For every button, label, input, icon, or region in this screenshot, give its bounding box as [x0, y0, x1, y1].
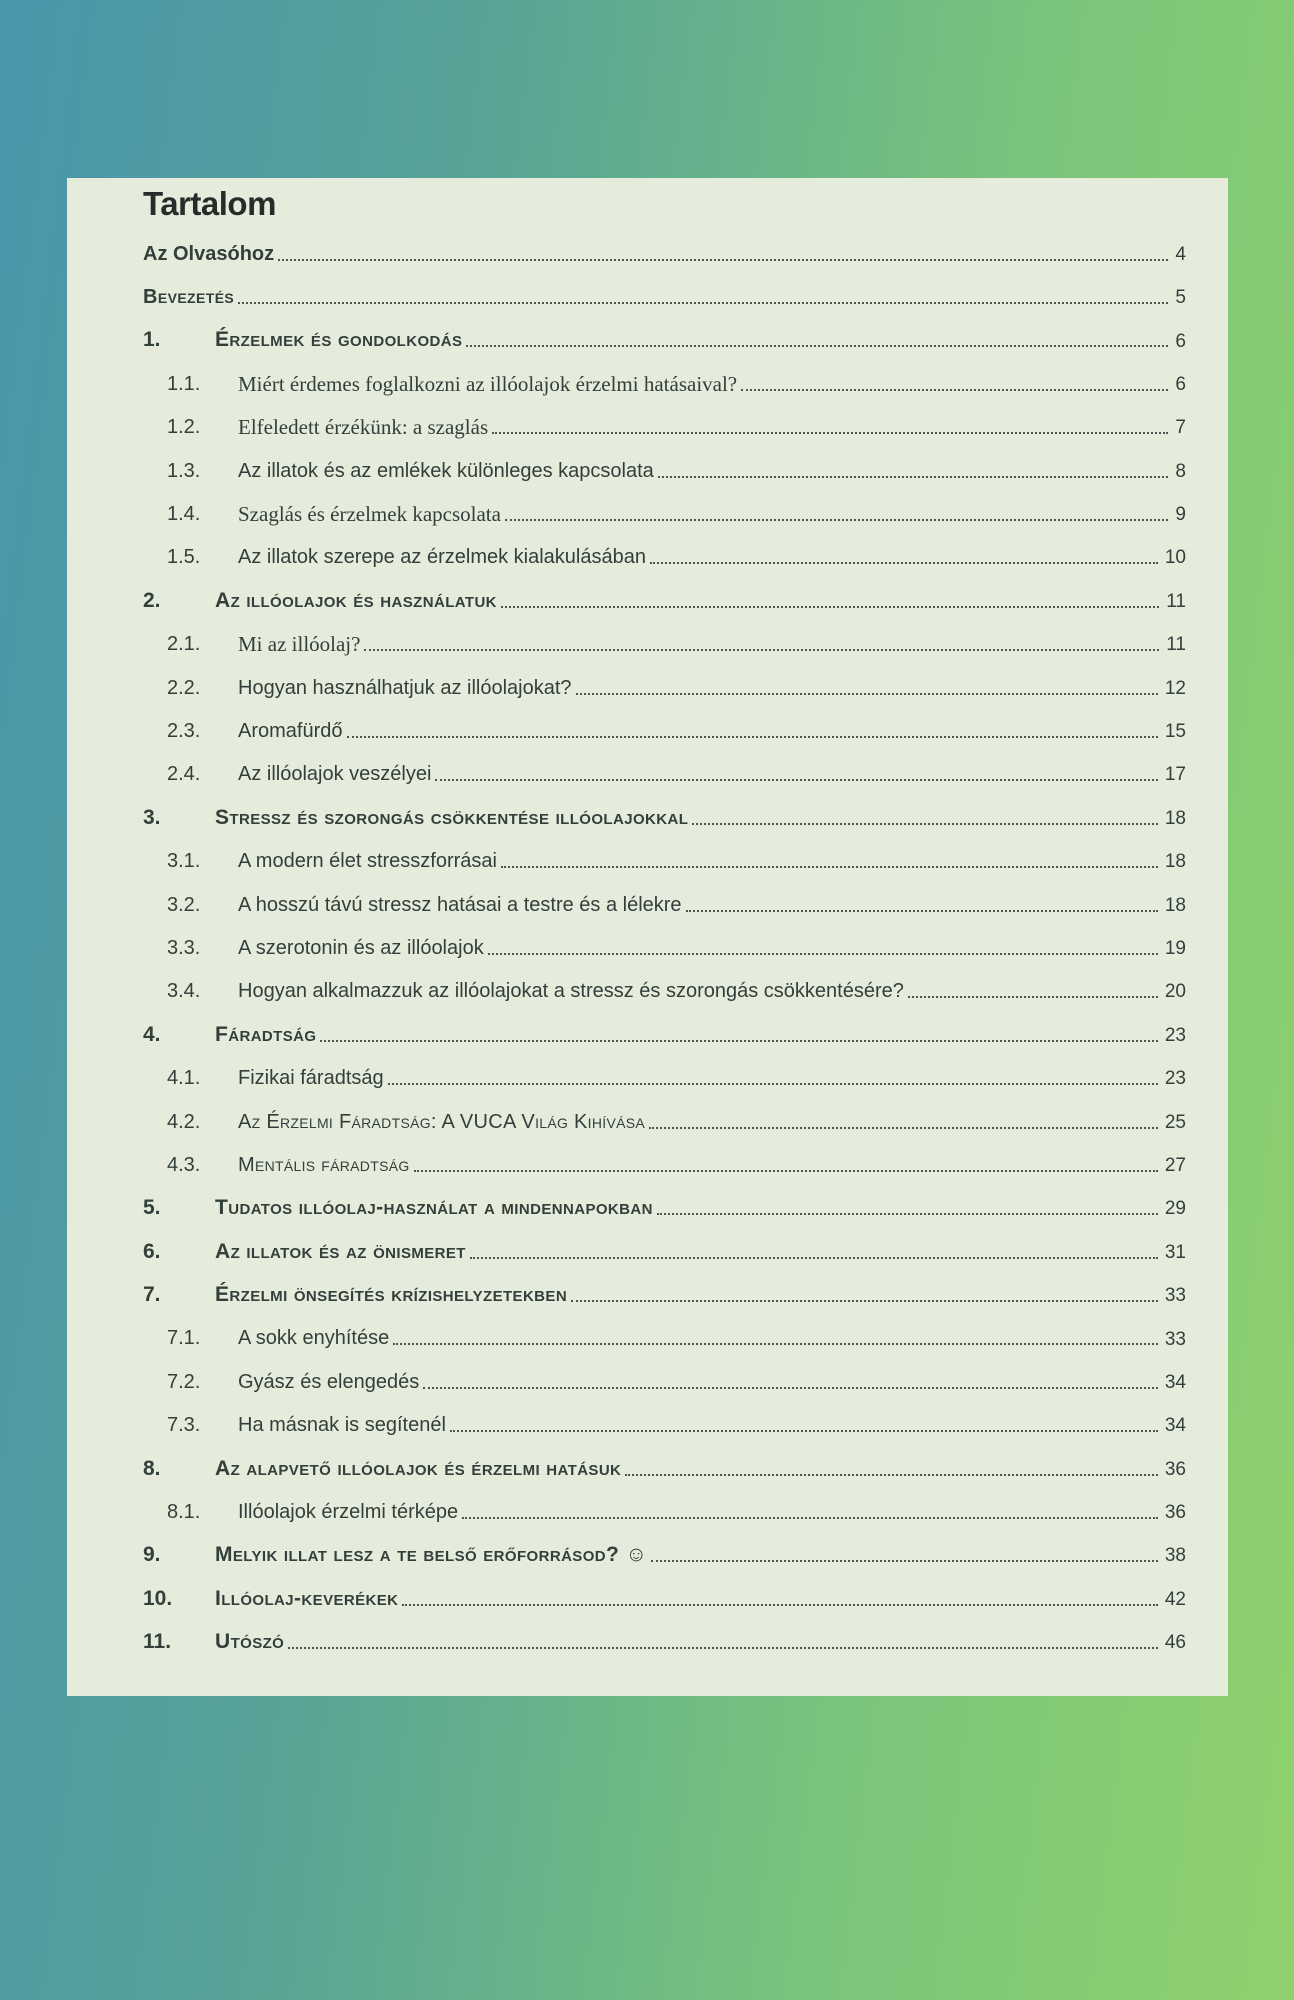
toc-entry-page-number: 34 — [1164, 1371, 1186, 1393]
toc-entry-number: 1. — [143, 328, 161, 352]
toc-entry[interactable] — [143, 274, 1186, 317]
dot-leader-line — [576, 693, 1158, 695]
document-page — [67, 178, 1228, 1696]
toc-entry-label: Az illóolajok veszélyei — [238, 763, 432, 786]
toc-entry-page-number: 38 — [1164, 1545, 1186, 1567]
toc-entry-label: Szaglás és érzelmek kapcsolata — [238, 501, 501, 526]
toc-entry-page-number: 18 — [1164, 851, 1186, 873]
toc-entry[interactable] — [143, 751, 1186, 794]
dot-leader-line — [741, 389, 1168, 391]
toc-entry[interactable] — [143, 1011, 1186, 1054]
toc-entry-page-number: 17 — [1164, 764, 1186, 786]
toc-entry-page-number: 19 — [1164, 938, 1186, 959]
toc-entry-number: 8. — [143, 1456, 161, 1480]
toc-entry[interactable] — [143, 621, 1186, 664]
toc-entry-number: 2.1. — [167, 633, 201, 656]
dot-leader-line — [657, 1213, 1158, 1215]
toc-entry-number: 2.2. — [167, 676, 201, 699]
toc-entry[interactable] — [143, 1315, 1186, 1358]
dot-leader-line — [908, 996, 1158, 998]
toc-entry[interactable] — [143, 1142, 1186, 1185]
toc-entry-number: 7.2. — [167, 1370, 201, 1393]
toc-entry[interactable] — [143, 404, 1186, 447]
toc-entry-number: 3. — [143, 805, 161, 829]
toc-entry-page-number: 4 — [1175, 243, 1186, 265]
toc-entry-number: 1.2. — [167, 416, 201, 439]
toc-entry[interactable] — [143, 1575, 1186, 1618]
toc-entry[interactable] — [143, 881, 1186, 924]
toc-entry[interactable] — [143, 1532, 1186, 1575]
toc-entry-page-number: 23 — [1164, 1024, 1186, 1046]
toc-entry[interactable] — [143, 317, 1186, 360]
toc-entry[interactable] — [143, 534, 1186, 577]
toc-entry-number: 11. — [143, 1630, 172, 1654]
toc-entry-page-number: 33 — [1164, 1328, 1186, 1350]
toc-entry-number: 7.1. — [167, 1327, 201, 1350]
toc-entry-label: Stressz és szorongás csökkentése illóolajokkal — [215, 805, 689, 829]
toc-entry-page-number: 10 — [1164, 547, 1186, 569]
dot-leader-line — [288, 1647, 1158, 1649]
dot-leader-line — [470, 1257, 1158, 1259]
toc-entry-number: 7. — [143, 1283, 161, 1307]
toc-entry-label: A szerotonin és az illóolajok — [238, 936, 484, 959]
dot-leader-line — [347, 736, 1158, 738]
toc-entry-label: Miért érdemes foglalkozni az illóolajok érzelmi hatásaival? — [238, 371, 738, 396]
toc-entry-label: Érzelmek és gondolkodás — [215, 328, 463, 352]
dot-leader-line — [402, 1604, 1157, 1606]
toc-entry-page-number: 8 — [1175, 460, 1186, 482]
toc-entry-label: Illóolaj-keverékek — [215, 1586, 399, 1610]
toc-entry[interactable] — [143, 447, 1186, 490]
toc-entry-label: Fizikai fáradtság — [238, 1067, 384, 1090]
dot-leader-line — [625, 1474, 1158, 1476]
toc-entry[interactable] — [143, 360, 1186, 403]
toc-entry-number: 3.4. — [167, 980, 201, 1003]
toc-entry-label: Mentális fáradtság — [238, 1153, 410, 1176]
dot-leader-line — [320, 1040, 1157, 1042]
dot-leader-line — [658, 476, 1169, 478]
toc-entry[interactable] — [143, 968, 1186, 1011]
toc-entry-number: 5. — [143, 1196, 161, 1220]
toc-entry-label: Gyász és elengedés — [238, 1370, 420, 1393]
toc-entry-number: 1.3. — [167, 459, 201, 482]
toc-entry-number: 2. — [143, 588, 161, 612]
dot-leader-line — [393, 1343, 1158, 1345]
toc-entry-label: Aromafürdő — [238, 719, 343, 742]
toc-entry-page-number: 33 — [1164, 1285, 1186, 1307]
toc-entry[interactable] — [143, 1228, 1186, 1271]
dot-leader-line — [571, 1300, 1158, 1302]
toc-entry-page-number: 31 — [1164, 1241, 1186, 1263]
toc-entry-number: 10. — [143, 1586, 173, 1610]
toc-entry-page-number: 15 — [1164, 721, 1186, 743]
toc-entry-label: Utószó — [215, 1630, 285, 1654]
toc-entry-label: Illóolajok érzelmi térképe — [238, 1501, 459, 1524]
toc-entry-page-number: 25 — [1164, 1111, 1186, 1133]
toc-entry-number: 8.1. — [167, 1501, 201, 1524]
toc-entry-label: Fáradtság — [215, 1022, 317, 1046]
toc-entry-page-number: 11 — [1166, 634, 1186, 656]
toc-entry-page-number: 11 — [1166, 590, 1186, 612]
toc-entry[interactable] — [143, 1272, 1186, 1315]
toc-entry-label: Az illatok és az önismeret — [215, 1239, 466, 1263]
toc-entry-page-number: 18 — [1164, 894, 1186, 916]
toc-entry-label: Hogyan alkalmazzuk az illóolajokat a stressz és szorongás csökkentésére? — [238, 980, 904, 1003]
toc-entry-label: Ha másnak is segítenél — [238, 1414, 446, 1437]
toc-entry[interactable] — [143, 838, 1186, 881]
toc-entry-page-number: 46 — [1164, 1632, 1186, 1654]
toc-entry-page-number: 20 — [1164, 981, 1186, 1003]
toc-entry-number: 1.5. — [167, 546, 201, 569]
toc-entry-number: 6. — [143, 1239, 161, 1263]
toc-entry-number: 4.3. — [167, 1153, 201, 1176]
dot-leader-line — [501, 866, 1158, 868]
dot-leader-line — [501, 606, 1159, 608]
dot-leader-line — [414, 1170, 1158, 1172]
toc-entry-label: Elfeledett érzékünk: a szaglás — [238, 415, 489, 440]
toc-entry[interactable] — [143, 1445, 1186, 1488]
dot-leader-line — [462, 1517, 1158, 1519]
dot-leader-line — [278, 259, 1168, 261]
toc-entry-page-number: 23 — [1164, 1068, 1186, 1090]
dot-leader-line — [238, 302, 1168, 304]
toc-entry[interactable] — [143, 1402, 1186, 1445]
toc-entry-page-number: 12 — [1164, 677, 1186, 699]
toc-entry-page-number: 5 — [1175, 287, 1186, 309]
toc-entry-number: 1.4. — [167, 503, 201, 526]
toc-entry-page-number: 34 — [1164, 1415, 1186, 1437]
toc-entry[interactable] — [143, 491, 1186, 534]
toc-entry-page-number: 7 — [1175, 417, 1186, 439]
dot-leader-line — [435, 779, 1157, 781]
toc-entry-page-number: 9 — [1175, 504, 1186, 526]
toc-entry-label: Tudatos illóolaj-használat a mindennapokban — [215, 1196, 653, 1220]
toc-entry-page-number: 27 — [1164, 1154, 1186, 1176]
dot-leader-line — [488, 953, 1158, 955]
toc-entry-label: A hosszú távú stressz hatásai a testre és a lélekre — [238, 893, 682, 916]
dot-leader-line — [364, 649, 1159, 651]
dot-leader-line — [686, 910, 1158, 912]
toc-entry-number: 2.4. — [167, 763, 201, 786]
dot-leader-line — [492, 432, 1168, 434]
toc-entry-label: Az illatok szerepe az érzelmek kialakulásában — [238, 546, 646, 569]
toc-entry-page-number: 36 — [1164, 1502, 1186, 1524]
toc-entry-label: Az Olvasóhoz — [143, 242, 275, 265]
dot-leader-line — [692, 823, 1158, 825]
toc-entry-label: Az illatok és az emlékek különleges kapcsolata — [238, 459, 654, 482]
toc-entry[interactable] — [143, 1489, 1186, 1532]
page-title: Tartalom — [143, 185, 276, 222]
toc-entry-number: 3.2. — [167, 893, 201, 916]
toc-entry-number: 1.1. — [167, 372, 201, 395]
toc-entry-label: Az Érzelmi Fáradtság: A VUCA Világ Kihívása — [238, 1110, 646, 1133]
toc-entry-number: 4. — [143, 1022, 161, 1046]
table-of-contents — [143, 230, 1186, 1662]
toc-entry-number: 3.1. — [167, 850, 201, 873]
toc-entry[interactable] — [143, 577, 1186, 620]
toc-entry-label: A modern élet stresszforrásai — [238, 850, 497, 873]
toc-entry[interactable] — [143, 230, 1186, 273]
toc-entry[interactable] — [143, 664, 1186, 707]
toc-entry[interactable] — [143, 708, 1186, 751]
toc-entry[interactable] — [143, 1185, 1186, 1228]
toc-entry-number: 4.1. — [167, 1067, 201, 1090]
dot-leader-line — [650, 562, 1158, 564]
toc-entry-page-number: 6 — [1175, 330, 1186, 352]
dot-leader-line — [388, 1083, 1158, 1085]
dot-leader-line — [450, 1430, 1158, 1432]
toc-entry[interactable] — [143, 925, 1186, 968]
toc-entry-page-number: 18 — [1164, 807, 1186, 829]
toc-entry-number: 4.2. — [167, 1110, 201, 1133]
toc-entry-label: Az alapvető illóolajok és érzelmi hatásuk — [215, 1456, 622, 1480]
dot-leader-line — [651, 1560, 1158, 1562]
dot-leader-line — [423, 1387, 1158, 1389]
dot-leader-line — [649, 1127, 1158, 1129]
toc-entry-number: 9. — [143, 1543, 161, 1567]
toc-entry-label: Bevezetés — [143, 286, 235, 309]
toc-entry-page-number: 6 — [1175, 373, 1186, 395]
toc-entry-label: Érzelmi önsegítés krízishelyzetekben — [215, 1283, 568, 1307]
toc-entry[interactable] — [143, 1055, 1186, 1098]
toc-entry-page-number: 29 — [1164, 1198, 1186, 1220]
dot-leader-line — [505, 519, 1168, 521]
toc-entry[interactable] — [143, 794, 1186, 837]
toc-entry-label: Az illóolajok és használatuk — [215, 588, 497, 612]
dot-leader-line — [466, 345, 1168, 347]
toc-entry-label: Melyik illat lesz a te belső erőforrásod? ☺ — [215, 1543, 648, 1567]
toc-entry-number: 3.3. — [167, 936, 201, 959]
toc-entry-number: 2.3. — [167, 719, 201, 742]
toc-entry-number: 7.3. — [167, 1414, 201, 1437]
toc-entry-label: Hogyan használhatjuk az illóolajokat? — [238, 676, 572, 699]
toc-entry[interactable] — [143, 1358, 1186, 1401]
toc-entry-label: Mi az illóolaj? — [238, 632, 361, 657]
toc-entry-label: A sokk enyhítése — [238, 1327, 390, 1350]
toc-entry-page-number: 42 — [1164, 1588, 1186, 1610]
toc-entry-page-number: 36 — [1164, 1458, 1186, 1480]
toc-entry[interactable] — [143, 1098, 1186, 1141]
toc-entry[interactable] — [143, 1619, 1186, 1662]
